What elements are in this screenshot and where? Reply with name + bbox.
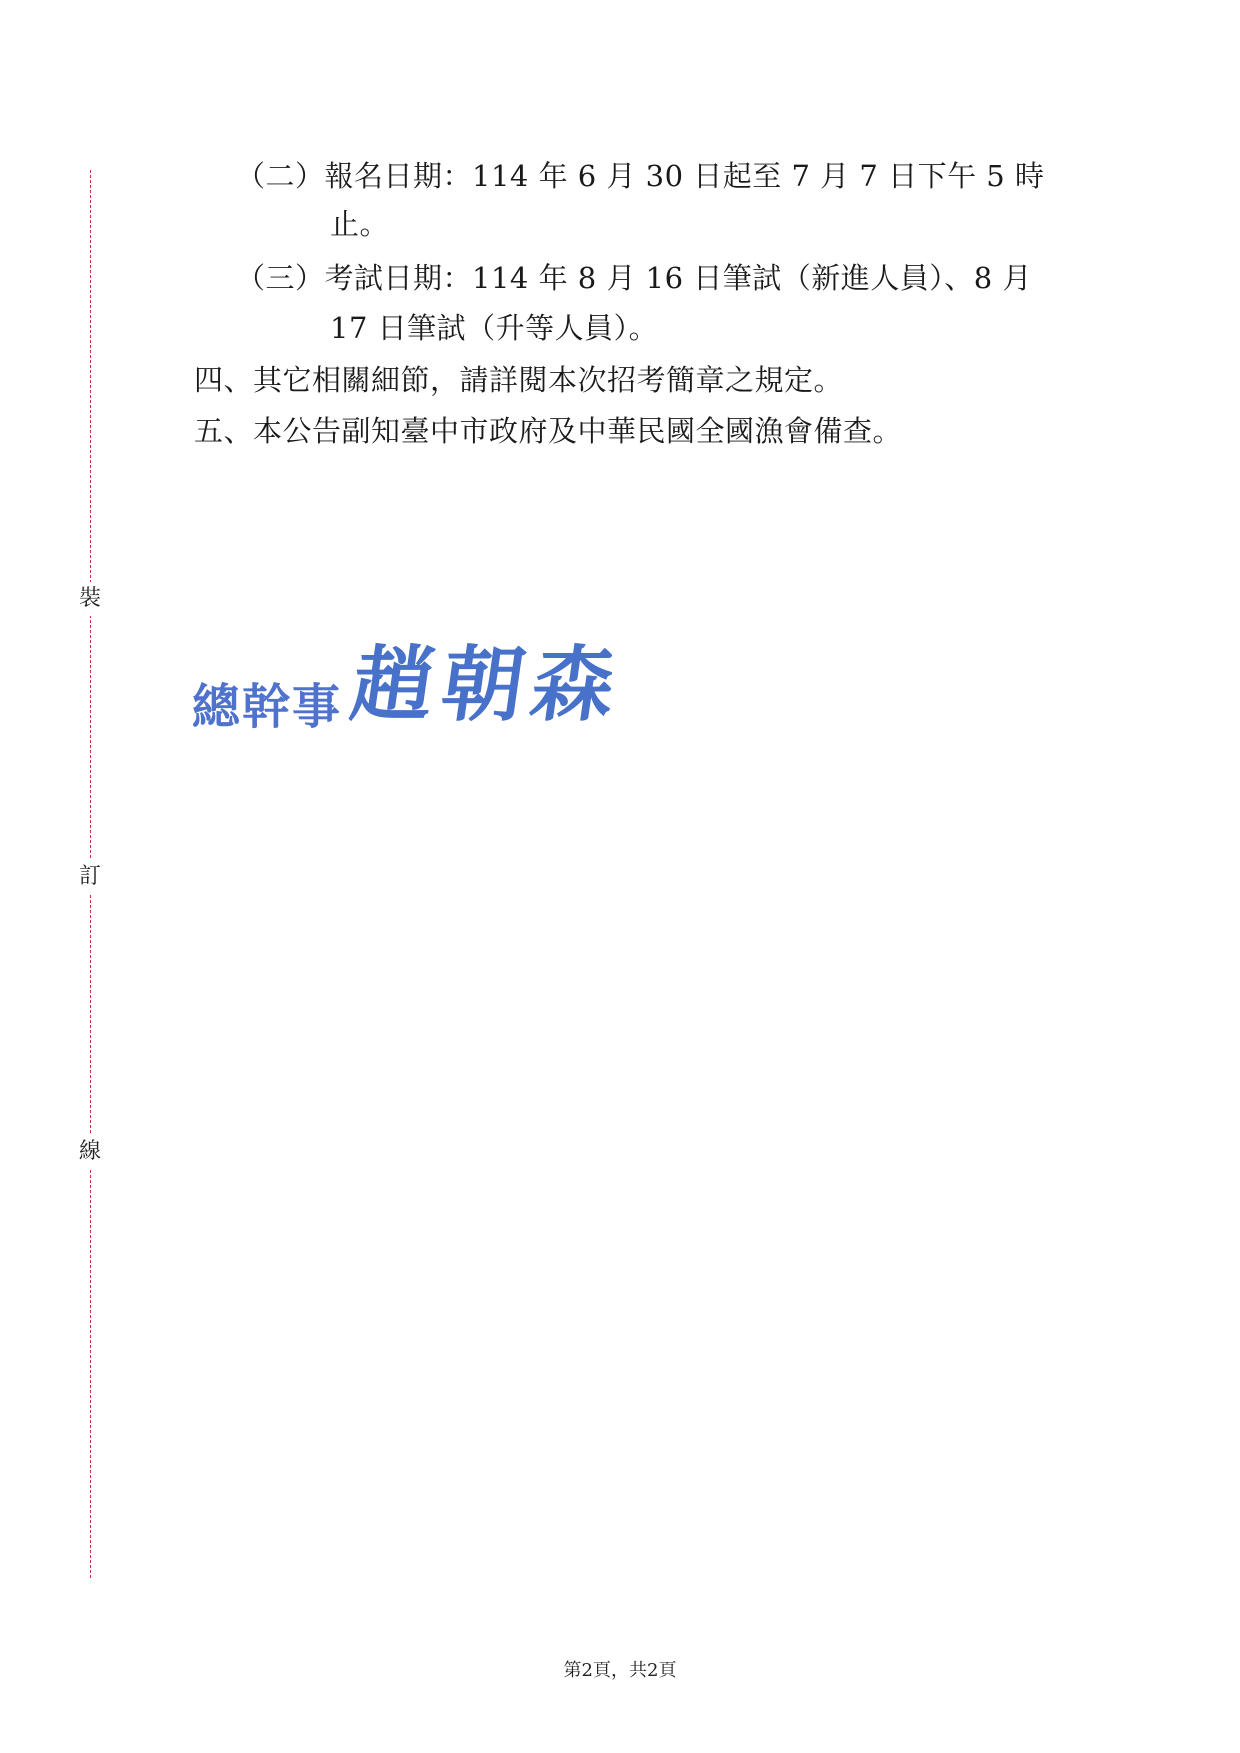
- item-exam-date-cont: 17 日筆試（升等人員）。: [330, 311, 659, 345]
- signature-title: 總幹事: [192, 679, 343, 735]
- binding-char-xian: 線: [73, 1135, 107, 1169]
- signature-stamp: [192, 620, 629, 735]
- binding-char-zhuang: 裝: [73, 582, 107, 616]
- item-registration-date: （二）報名日期：114 年 6 月 30 日起至 7 月 7 日下午 5 時: [236, 159, 1045, 193]
- signature-name: 趙朝森: [345, 638, 629, 733]
- item-exam-date: （三）考試日期：114 年 8 月 16 日筆試（新進人員）、8 月: [236, 261, 1032, 295]
- item-copy-notice: 五、本公告副知臺中市政府及中華民國全國漁會備查。: [194, 414, 903, 448]
- binding-char-ding: 訂: [73, 860, 107, 894]
- item-registration-date-cont: 止。: [330, 207, 390, 241]
- item-details-note: 四、其它相關細節，請詳閱本次招考簡章之規定。: [194, 363, 844, 397]
- page-number: 第2頁，共2頁: [563, 1660, 677, 1681]
